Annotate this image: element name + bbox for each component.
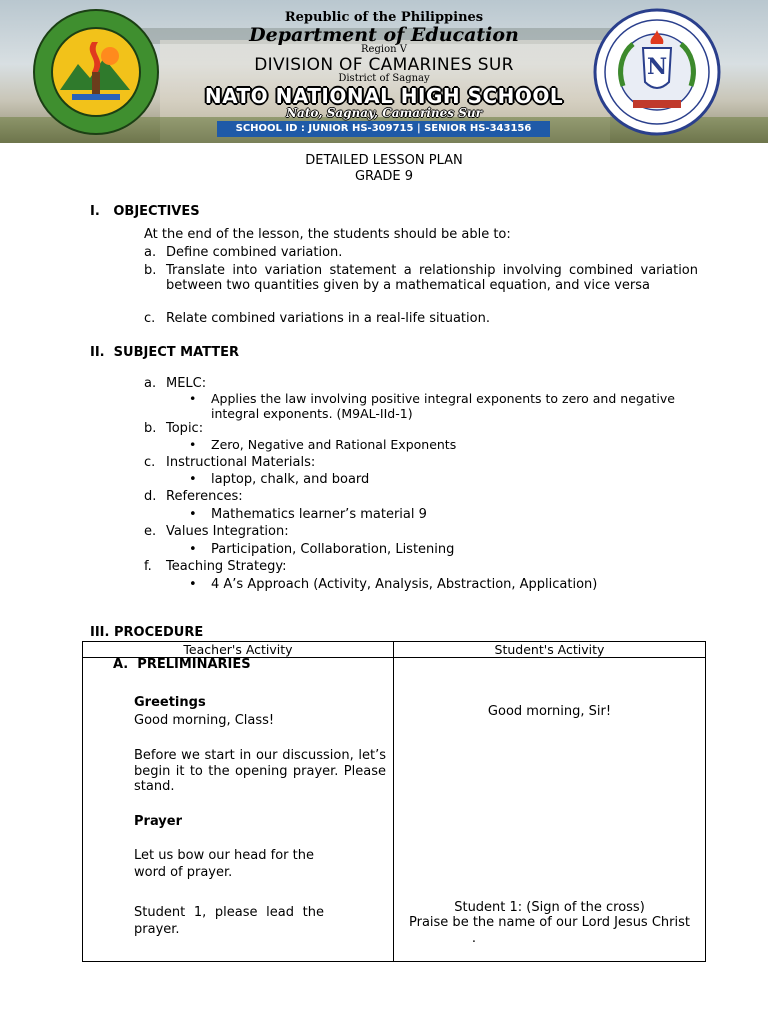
subject-label-references: References: — [166, 489, 243, 504]
subject-label-melc: MELC: — [166, 376, 207, 391]
region-label: Region V — [361, 44, 407, 55]
department-label: Department of Education — [249, 24, 519, 46]
objective-item: Define combined variation. — [166, 245, 343, 260]
procedure-table — [82, 641, 706, 962]
greetings-text: Good morning, Class! — [134, 713, 275, 728]
subject-marker: a. — [144, 376, 157, 391]
bow-head-text: Let us bow our head for the word of prayer. — [134, 848, 314, 880]
student-reply-sign: Student 1: (Sign of the cross) — [454, 900, 645, 915]
subject-bullet-references: • Mathematics learner’s material 9 — [211, 507, 703, 522]
lead-prayer-text: Student 1, please lead the prayer. — [134, 905, 324, 937]
student-activity-header: Student's Activity — [494, 642, 605, 657]
greetings-label: Greetings — [134, 695, 206, 710]
preliminaries-heading: A. PRELIMINARIES — [113, 657, 251, 672]
prayer-label: Prayer — [134, 814, 183, 829]
svg-text:N: N — [646, 54, 668, 80]
objective-item: Relate combined variations in a real-life situation. — [166, 311, 490, 326]
school-name: NATO NATIONAL HIGH SCHOOL — [204, 84, 564, 108]
division-label: DIVISION OF CAMARINES SUR — [254, 55, 514, 75]
district-label: District of Sagnay — [338, 73, 430, 84]
subject-bullet-melc: • Applies the law involving positive integral exponents to zero and negative integral exponents. (M9AL-IId-1) — [211, 391, 703, 421]
school-header-banner — [0, 0, 768, 143]
subject-marker: b. — [144, 421, 157, 436]
subject-bullet-values: • Participation, Collaboration, Listening — [211, 542, 703, 557]
student-reply-praise: Praise be the name of our Lord Jesus Christ — [409, 915, 690, 930]
document-grade: GRADE 9 — [354, 169, 414, 184]
subject-marker: f. — [144, 559, 152, 574]
teacher-activity-header: Teacher's Activity — [183, 642, 293, 657]
subject-bullet-strategy: • 4 A’s Approach (Activity, Analysis, Abstraction, Application) — [211, 577, 605, 592]
objective-item: Translate into variation statement a relationship involving combined variation between two quantities given by a mathematical equation, and vice versa — [166, 263, 698, 293]
student-reply-greeting: Good morning, Sir! — [487, 704, 612, 719]
subject-marker: e. — [144, 524, 157, 539]
before-discussion-text: Before we start in our discussion, let’s begin it to the opening prayer. Please stand. — [134, 748, 386, 794]
school-address: Nato, Sagnay, Camarines Sur — [286, 106, 482, 120]
objective-marker: b. — [144, 263, 157, 278]
subject-label-strategy: Teaching Strategy: — [166, 559, 287, 574]
subject-label-topic: Topic: — [166, 421, 204, 436]
objective-marker: c. — [144, 311, 156, 326]
subject-bullet-materials: • laptop, chalk, and board — [211, 472, 703, 487]
subject-bullet-topic: • Zero, Negative and Rational Exponents — [211, 437, 703, 452]
objectives-intro: At the end of the lesson, the students should be able to: — [144, 227, 511, 242]
objectives-heading: I. OBJECTIVES — [90, 204, 200, 219]
school-id-bar: SCHOOL ID : JUNIOR HS-309715 | SENIOR HS-343156 — [217, 121, 550, 137]
subject-marker: d. — [144, 489, 157, 504]
student-reply-period: . — [471, 931, 477, 946]
subject-label-materials: Instructional Materials: — [166, 455, 316, 470]
republic-label: Republic of the Philippines — [284, 10, 484, 25]
procedure-heading: III. PROCEDURE — [90, 625, 204, 640]
subject-marker: c. — [144, 455, 156, 470]
document-title: DETAILED LESSON PLAN — [305, 153, 463, 168]
subject-label-values: Values Integration: — [166, 524, 289, 539]
subject-matter-heading: II. SUBJECT MATTER — [90, 345, 240, 360]
objective-marker: a. — [144, 245, 157, 260]
